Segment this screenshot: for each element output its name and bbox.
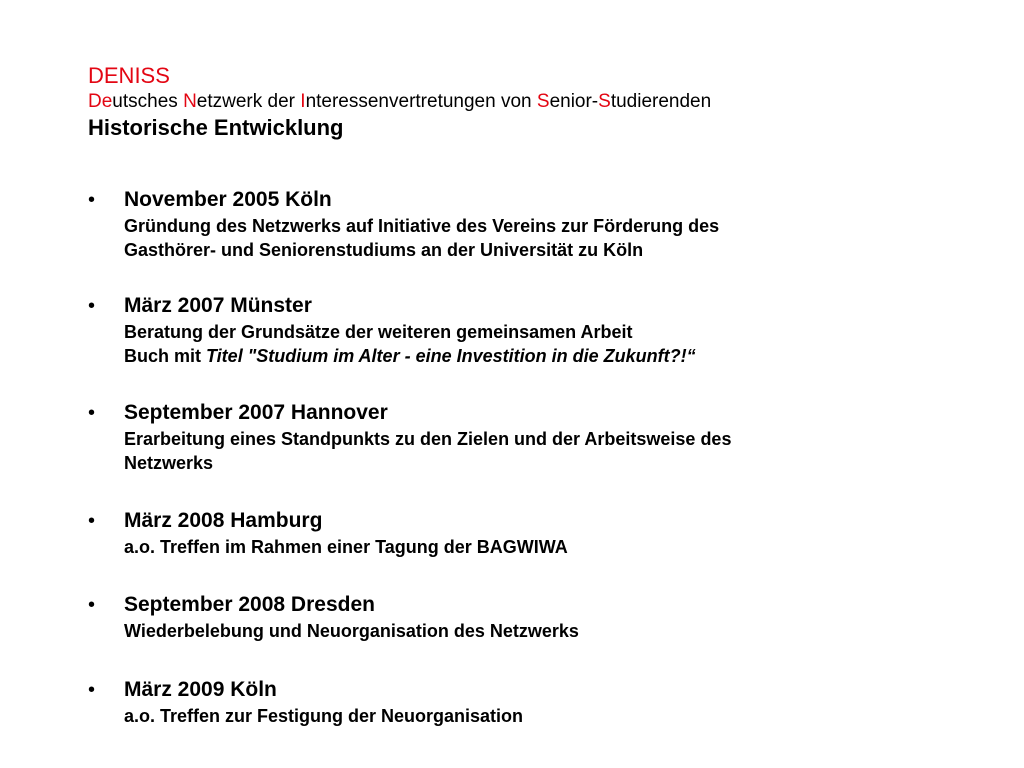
slide-subtitle <box>88 90 988 114</box>
entry-title: November 2005 Köln <box>124 188 332 211</box>
bullet-icon: • <box>88 679 96 701</box>
entry-description: Gasthörer- und Seniorenstudiums an der Universität zu Köln <box>124 240 644 260</box>
subtitle-word-rest: enior- <box>549 91 599 112</box>
entry-title: September 2007 Hannover <box>124 401 388 424</box>
entry-title: März 2008 Hamburg <box>124 509 323 532</box>
timeline-entry <box>88 591 948 643</box>
entry-title: September 2008 Dresden <box>124 593 375 616</box>
timeline-entry <box>88 292 948 368</box>
timeline-entry <box>88 399 948 475</box>
entry-description: a.o. Treffen zur Festigung der Neuorganisation <box>124 706 524 726</box>
bullet-icon: • <box>88 402 96 424</box>
subtitle-initial: I <box>300 91 306 112</box>
entry-book-line <box>124 344 948 368</box>
entry-description: a.o. Treffen im Rahmen einer Tagung der BAGWIWA <box>124 537 568 557</box>
entry-description: Beratung der Grundsätze der weiteren gemeinsamen Arbeit <box>124 322 633 342</box>
subtitle-initial: De <box>88 91 113 112</box>
subtitle-word-rest: utsches <box>112 91 184 112</box>
section-heading: Historische Entwicklung <box>88 115 344 140</box>
bullet-icon: • <box>88 189 96 211</box>
timeline-entry <box>88 676 948 728</box>
subtitle-word-rest: etzwerk der <box>196 91 301 112</box>
bullet-icon: • <box>88 510 96 532</box>
timeline-list <box>88 186 948 728</box>
book-prefix: Buch mit <box>124 346 207 366</box>
slide-title: DENISS <box>88 63 170 88</box>
subtitle-initial: S <box>598 91 611 112</box>
entry-description: Gründung des Netzwerks auf Initiative des Vereins zur Förderung des <box>124 216 720 236</box>
book-title: Titel "Studium im Alter - eine Investition in die Zukunft?!“ <box>206 346 696 366</box>
timeline-entry <box>88 186 948 262</box>
subtitle-initial: S <box>536 91 550 112</box>
entry-title: März 2007 Münster <box>124 294 312 317</box>
slide-header <box>88 62 988 142</box>
entry-title: März 2009 Köln <box>124 678 277 701</box>
entry-description: Erarbeitung eines Standpunkts zu den Zielen und der Arbeitsweise des <box>124 429 732 449</box>
subtitle-word-rest: tudierenden <box>610 91 712 112</box>
timeline-entry <box>88 507 948 559</box>
entry-description: Wiederbelebung und Neuorganisation des Netzwerks <box>124 621 579 641</box>
bullet-icon: • <box>88 594 96 616</box>
bullet-icon: • <box>88 295 96 317</box>
subtitle-word-rest: nteressenvertretungen von <box>305 91 537 112</box>
subtitle-initial: N <box>183 91 197 112</box>
entry-description: Netzwerks <box>124 453 214 473</box>
